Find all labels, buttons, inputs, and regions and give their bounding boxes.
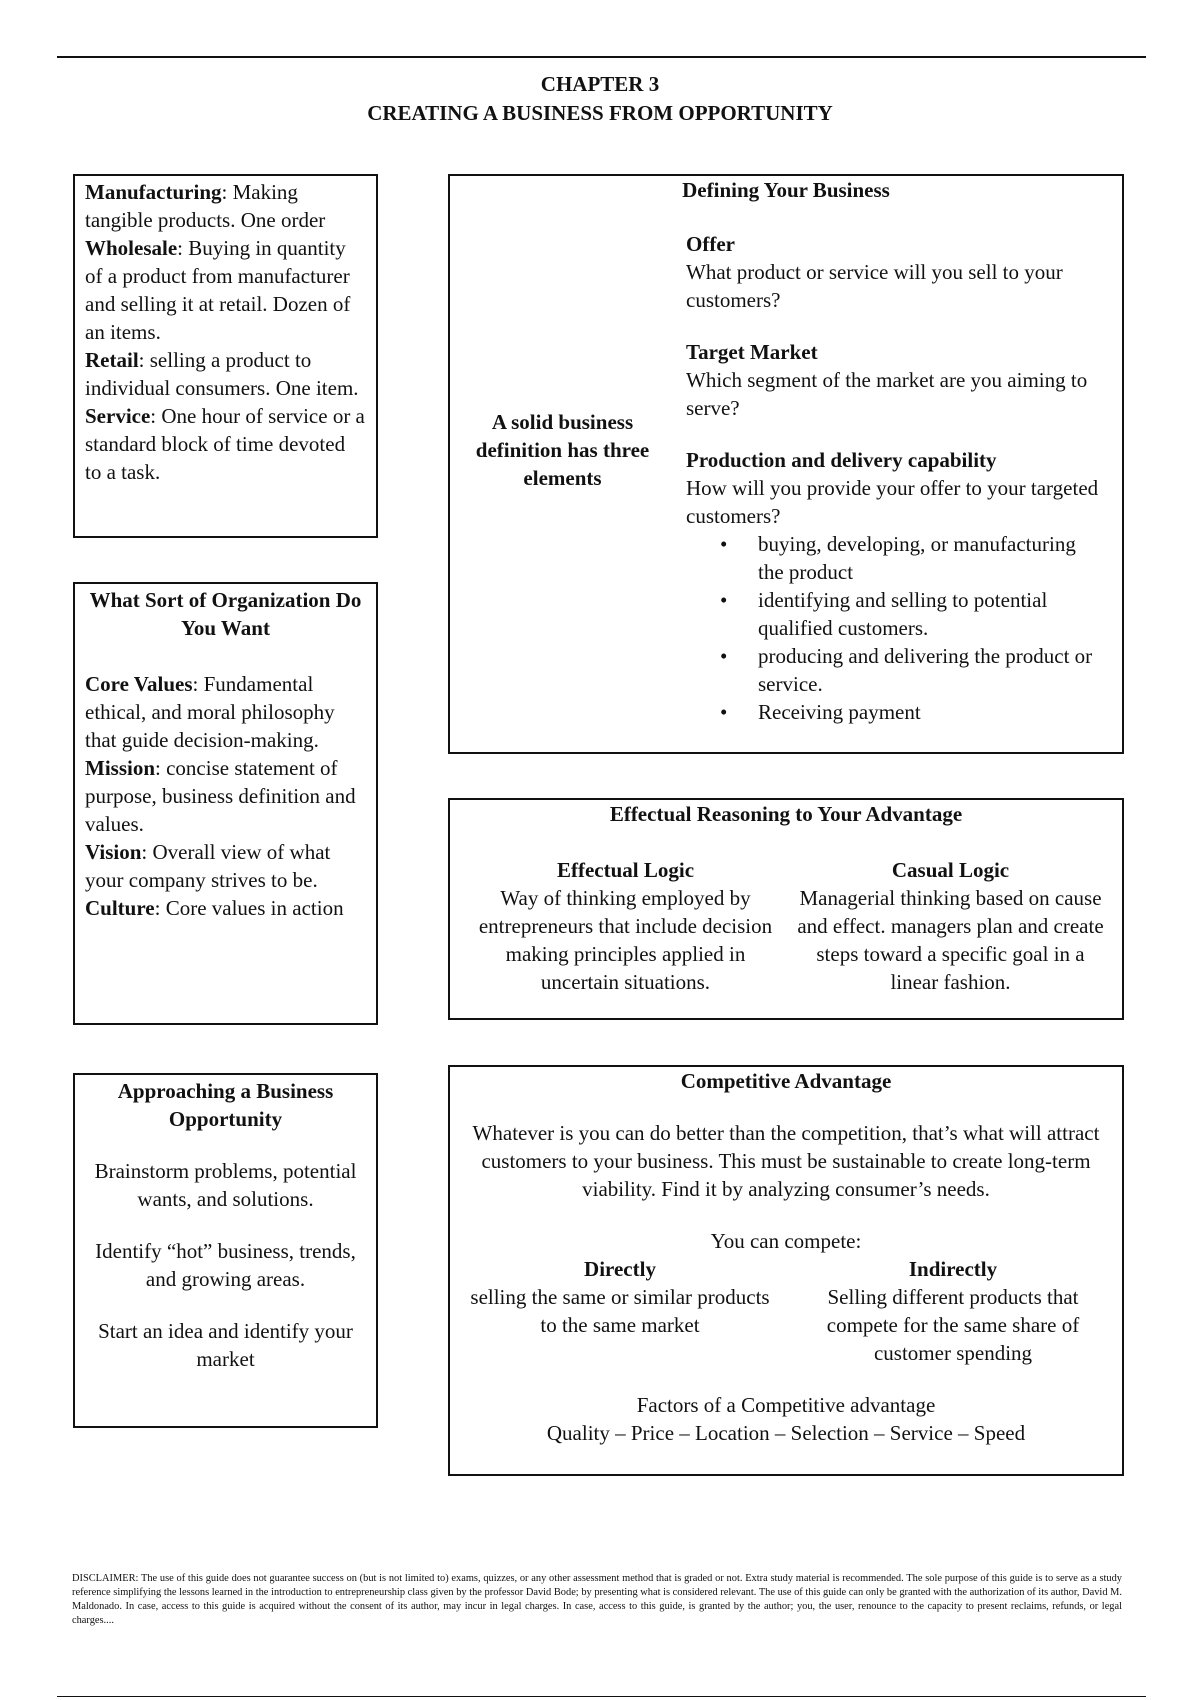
approach-box [73, 1073, 378, 1428]
list-item: • identifying and selling to potential qualified customers. [758, 586, 1106, 642]
production-title: Production and delivery capability [686, 448, 997, 472]
casual-logic-column [793, 856, 1108, 996]
target-market-text: Which segment of the market are you aiming to serve? [686, 368, 1088, 420]
list-item: • Receiving payment [758, 698, 1106, 726]
directly-title: Directly [584, 1257, 656, 1281]
business-type-wholesale: Wholesale: Buying in quantity of a product from manufacturer and selling it at retail. Dozen of an items. [85, 236, 351, 344]
defining-business-box [448, 174, 1124, 754]
effectual-reasoning-box [448, 798, 1124, 1020]
offer-text: What product or service will you sell to your customers? [686, 260, 1063, 312]
business-type-retail: Retail: selling a product to individual consumers. One item. [85, 348, 359, 400]
effectual-logic-column [468, 856, 783, 996]
compete-indirectly-column [798, 1255, 1108, 1367]
approach-paragraph: Identify “hot” business, trends, and growing areas. [95, 1239, 356, 1291]
effectual-title: Effectual Reasoning to Your Advantage [609, 802, 963, 826]
offer-title: Offer [686, 232, 735, 256]
approach-paragraph: Brainstorm problems, potential wants, and solutions. [94, 1159, 357, 1211]
approach-paragraph: Start an idea and identify your market [98, 1319, 353, 1371]
org-vision: Vision: Overall view of what your company strives to be. [85, 840, 331, 892]
list-item: • buying, developing, or manufacturing the product [758, 530, 1106, 586]
competitive-advantage-box [448, 1065, 1124, 1476]
chapter-title: CREATING A BUSINESS FROM OPPORTUNITY [367, 101, 833, 125]
casual-logic-text: Managerial thinking based on cause and effect. managers plan and create steps toward a specific goal in a linear fashion. [797, 886, 1104, 994]
defining-left-label: A solid business definition has three elements [475, 410, 650, 490]
approach-title: Approaching a Business Opportunity [117, 1079, 334, 1131]
business-type-service: Service: One hour of service or a standard block of time devoted to a task. [85, 404, 365, 484]
compete-directly-column [470, 1255, 770, 1367]
production-text: How will you provide your offer to your targeted customers? [686, 476, 1099, 528]
defining-elements [686, 230, 1106, 726]
bottom-rule [57, 1696, 1146, 1697]
defining-title: Defining Your Business [682, 178, 890, 202]
disclaimer-text: DISCLAIMER: The use of this guide does not guarantee success on (but is not limited to) exams, quizzes, or any other assessment method that is graded or not. Extra study material is recommended. The sole purpose of this guide is to serve as a study reference simplifying the lessons learned in the introduction to entrepreneurship class given by the professor David Bode; by presenting what is considered relevant. The use of this guide can only be granted with the authorization of its author, David M. Maldonado. In case, access to this guide is acquired without the consent of its author, may incur in legal charges. In case, access to this guide, is granted by the author; you, the user, renounce to the capacity to present reclaims, refunds, or legal charges.... [72, 1573, 1122, 1626]
page-header [0, 70, 1200, 128]
compete-label: You can compete: [710, 1229, 862, 1253]
effectual-logic-text: Way of thinking employed by entrepreneurs that include decision making principles applied in uncertain situations. [478, 886, 773, 994]
target-market-title: Target Market [686, 340, 818, 364]
casual-logic-title: Casual Logic [891, 858, 1010, 882]
chapter-label: CHAPTER 3 [540, 72, 660, 96]
org-culture: Culture: Core values in action [85, 896, 344, 920]
production-bullets [686, 530, 1106, 726]
competitive-intro: Whatever is you can do better than the competition, that’s what will attract customers to your business. This must be sustainable to create long-term viability. Find it by analyzing consumer’s needs. [472, 1121, 1100, 1201]
org-mission: Mission: concise statement of purpose, business definition and values. [85, 756, 356, 836]
indirectly-title: Indirectly [908, 1257, 998, 1281]
directly-text: selling the same or similar products to the same market [470, 1285, 770, 1337]
indirectly-text: Selling different products that compete for the same share of customer spending [826, 1285, 1080, 1365]
effectual-logic-title: Effectual Logic [556, 858, 695, 882]
factors-title: Factors of a Competitive advantage [636, 1393, 936, 1417]
org-core-values: Core Values: Fundamental ethical, and moral philosophy that guide decision-making. [85, 672, 335, 752]
competitive-title: Competitive Advantage [680, 1069, 892, 1093]
organization-box [73, 582, 378, 1025]
factors-list: Quality – Price – Location – Selection – Service – Speed [546, 1421, 1026, 1445]
business-types-box [73, 174, 378, 538]
business-type-manufacturing: Manufacturing: Making tangible products. One order [85, 180, 326, 232]
organization-title: What Sort of Organization Do You Want [89, 588, 362, 640]
list-item: • producing and delivering the product or service. [758, 642, 1106, 698]
top-rule [57, 56, 1146, 58]
